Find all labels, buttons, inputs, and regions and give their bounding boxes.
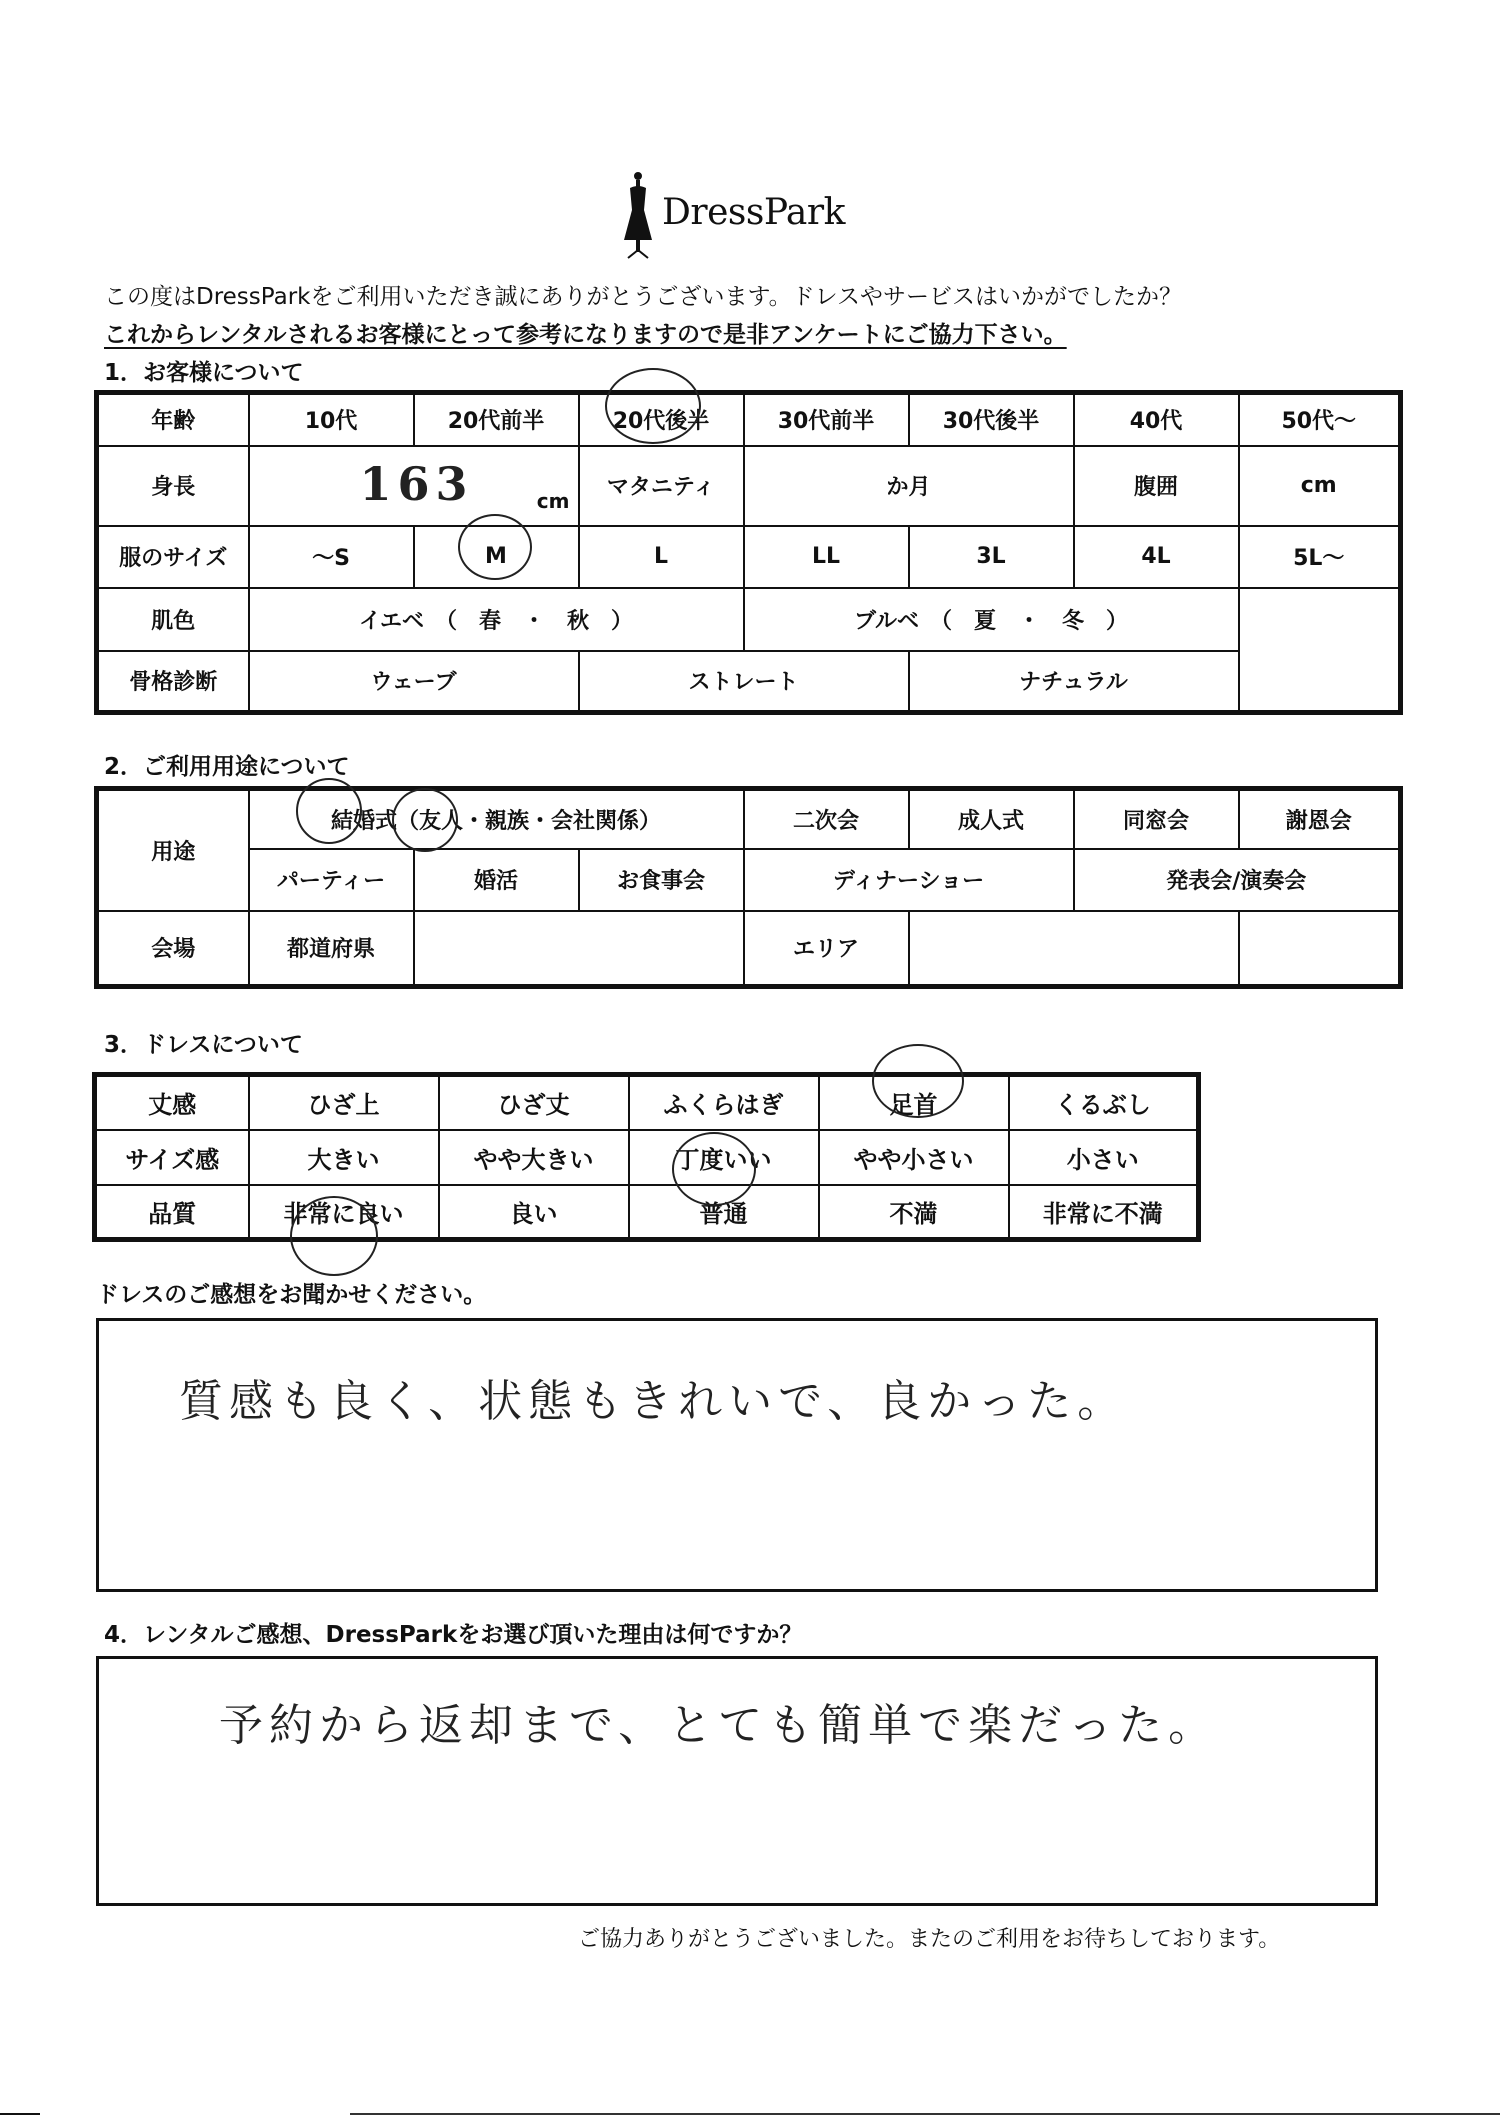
length-option[interactable]: ひざ上 xyxy=(249,1075,439,1130)
quality-option-selected[interactable]: 非常に良い xyxy=(249,1185,439,1240)
length-option[interactable]: ふくらはぎ xyxy=(629,1075,819,1130)
area-label: エリア xyxy=(744,911,909,987)
age-option[interactable]: 10代 xyxy=(249,393,414,446)
fit-label: サイズ感 xyxy=(95,1130,249,1185)
size-option[interactable]: LL xyxy=(744,526,909,588)
age-option-selected[interactable]: 20代後半 xyxy=(579,393,744,446)
dress-icon xyxy=(620,170,656,260)
quality-row xyxy=(95,1185,1199,1240)
age-option[interactable]: 50代～ xyxy=(1239,393,1401,446)
height-value: 163 xyxy=(359,456,474,511)
impression-answer: 質感も良く、状態もきれいで、良かった。 xyxy=(179,1376,1128,1427)
size-option[interactable]: 5L～ xyxy=(1239,526,1401,588)
fit-option[interactable]: 大きい xyxy=(249,1130,439,1185)
purpose-row-1 xyxy=(97,789,1401,849)
length-option[interactable]: くるぶし xyxy=(1009,1075,1199,1130)
fit-option[interactable]: やや小さい xyxy=(819,1130,1009,1185)
purpose-option[interactable]: 発表会/演奏会 xyxy=(1074,849,1401,911)
impression-textbox[interactable] xyxy=(96,1318,1378,1592)
frame-row xyxy=(97,651,1401,713)
frame-option[interactable]: ウェーブ xyxy=(249,651,579,713)
reason-textbox[interactable] xyxy=(96,1656,1378,1906)
size-option[interactable]: 4L xyxy=(1074,526,1239,588)
skin-label: 肌色 xyxy=(97,588,249,651)
frame-option[interactable]: ナチュラル xyxy=(909,651,1239,713)
selection-circle xyxy=(392,788,458,852)
section-2-title: 2．ご利用用途について xyxy=(104,754,350,780)
footer-thanks: ご協力ありがとうございました。またのご利用をお待ちしております。 xyxy=(578,1927,1281,1952)
frame-option[interactable]: ストレート xyxy=(579,651,909,713)
fit-option-selected[interactable]: 丁度いい xyxy=(629,1130,819,1185)
maternity-label: マタニティ xyxy=(579,446,744,526)
selection-circle xyxy=(872,1044,964,1118)
selection-circle xyxy=(672,1132,756,1206)
selection-circle xyxy=(605,368,701,444)
purpose-option[interactable]: お食事会 xyxy=(579,849,744,911)
quality-option[interactable]: 良い xyxy=(439,1185,629,1240)
purpose-option[interactable]: 謝恩会 xyxy=(1239,789,1401,849)
intro-line-2: これからレンタルされるお客様にとって参考になりますので是非アンケートにご協力下さい。 xyxy=(104,322,1067,348)
section-4-title: 4．レンタルご感想、DressParkをお選び頂いた理由は何ですか？ xyxy=(104,1622,803,1648)
size-option[interactable]: 3L xyxy=(909,526,1074,588)
edge-line xyxy=(0,2113,40,2115)
size-row xyxy=(97,526,1401,588)
skin-row xyxy=(97,588,1401,651)
age-row xyxy=(97,393,1401,446)
purpose-option-wedding[interactable]: 結婚式（友人・親族・会社関係） xyxy=(249,789,744,849)
size-option[interactable]: L xyxy=(579,526,744,588)
section-1-title: 1．お客様について xyxy=(104,360,304,386)
area-field[interactable] xyxy=(909,911,1239,987)
empty-cell xyxy=(1239,588,1401,651)
height-field[interactable] xyxy=(249,446,579,526)
fit-row xyxy=(95,1130,1199,1185)
reason-answer: 予約から返却まで、とても簡単で楽だった。 xyxy=(219,1700,1219,1751)
purpose-table xyxy=(94,786,1403,989)
length-option-selected[interactable]: 足首 xyxy=(819,1075,1009,1130)
size-label: 服のサイズ xyxy=(97,526,249,588)
empty-cell xyxy=(1239,651,1401,713)
fit-option[interactable]: 小さい xyxy=(1009,1130,1199,1185)
length-option[interactable]: ひざ丈 xyxy=(439,1075,629,1130)
purpose-option[interactable]: ディナーショー xyxy=(744,849,1074,911)
section-3-title: 3．ドレスについて xyxy=(104,1032,303,1058)
purpose-option[interactable]: 二次会 xyxy=(744,789,909,849)
quality-option[interactable]: 非常に不満 xyxy=(1009,1185,1199,1240)
purpose-option[interactable]: 婚活 xyxy=(414,849,579,911)
quality-option[interactable]: 不満 xyxy=(819,1185,1009,1240)
age-option[interactable]: 40代 xyxy=(1074,393,1239,446)
selection-circle xyxy=(458,514,532,580)
dress-table xyxy=(92,1072,1201,1242)
purpose-option[interactable]: パーティー xyxy=(249,849,414,911)
venue-label: 会場 xyxy=(97,911,249,987)
quality-label: 品質 xyxy=(95,1185,249,1240)
selection-circle xyxy=(296,778,362,844)
skin-cool-option[interactable]: ブルベ （ 夏 ・ 冬 ） xyxy=(744,588,1239,651)
brand-name: DressPark xyxy=(662,192,845,233)
age-option[interactable]: 30代前半 xyxy=(744,393,909,446)
waist-unit: cm xyxy=(1300,473,1337,498)
length-label: 丈感 xyxy=(95,1075,249,1130)
size-option-selected[interactable]: M xyxy=(414,526,579,588)
purpose-label: 用途 xyxy=(97,789,249,911)
purpose-row-2 xyxy=(97,849,1401,911)
age-label: 年齢 xyxy=(97,393,249,446)
length-row xyxy=(95,1075,1199,1130)
prefecture-field[interactable] xyxy=(414,911,744,987)
waist-label: 腹囲 xyxy=(1074,446,1239,526)
venue-row xyxy=(97,911,1401,987)
months-unit: か月 xyxy=(886,475,931,500)
skin-warm-option[interactable]: イエベ （ 春 ・ 秋 ） xyxy=(249,588,744,651)
frame-label: 骨格診断 xyxy=(97,651,249,713)
quality-option[interactable]: 普通 xyxy=(629,1185,819,1240)
fit-option[interactable]: やや大きい xyxy=(439,1130,629,1185)
height-label: 身長 xyxy=(97,446,249,526)
age-option[interactable]: 20代前半 xyxy=(414,393,579,446)
purpose-option[interactable]: 同窓会 xyxy=(1074,789,1239,849)
selection-circle xyxy=(290,1196,378,1276)
intro-line-1: この度はDressParkをご利用いただき誠にありがとうございます。ドレスやサービスはいかがでしたか？ xyxy=(104,284,1182,310)
impression-prompt: ドレスのご感想をお聞かせください。 xyxy=(96,1282,487,1308)
size-option[interactable]: ～S xyxy=(249,526,414,588)
height-row xyxy=(97,446,1401,526)
maternity-months-field[interactable] xyxy=(744,446,1074,526)
height-unit: cm xyxy=(536,488,570,513)
customer-table xyxy=(94,390,1403,715)
empty-cell xyxy=(1239,911,1401,987)
edge-line xyxy=(350,2113,1500,2115)
purpose-option[interactable]: 成人式 xyxy=(909,789,1074,849)
waist-field[interactable] xyxy=(1239,446,1401,526)
age-option[interactable]: 30代後半 xyxy=(909,393,1074,446)
prefecture-label: 都道府県 xyxy=(249,911,414,987)
